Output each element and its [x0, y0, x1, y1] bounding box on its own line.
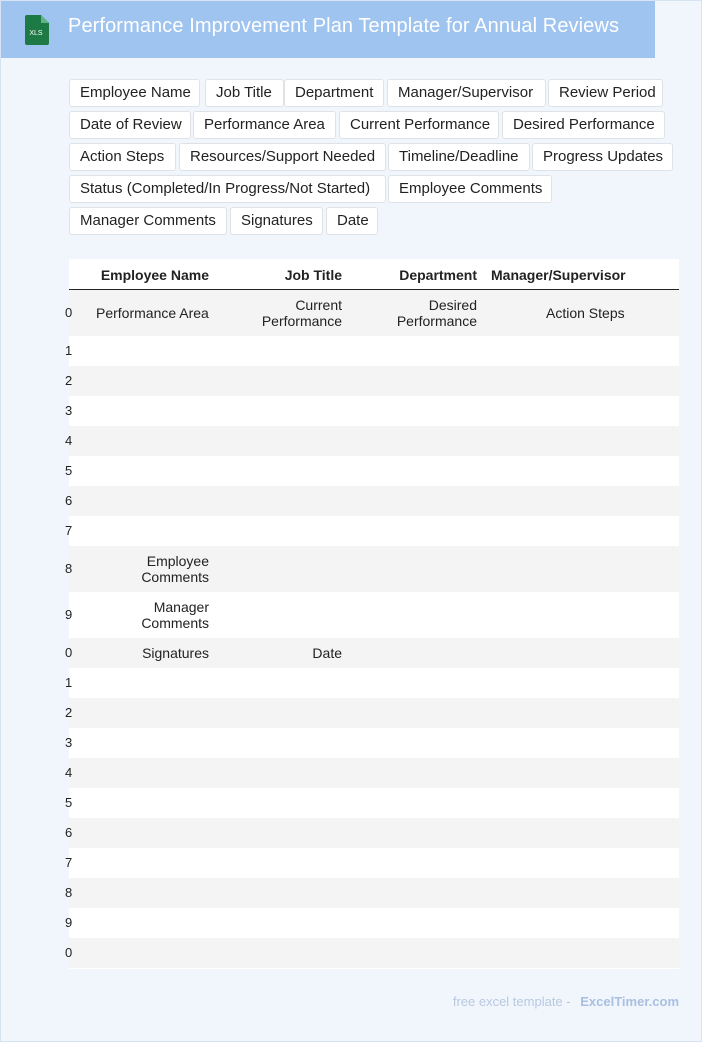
field-chip[interactable]: Manager/Supervisor [387, 79, 546, 107]
row-number: 5 [65, 463, 73, 478]
row-number: 2 [65, 705, 73, 720]
table-cell: Signatures [142, 645, 209, 661]
table-cell: Desired Performance [396, 297, 477, 329]
table-row [65, 788, 679, 818]
table-row [65, 818, 679, 848]
row-number: 3 [65, 403, 73, 418]
table-row [65, 848, 679, 878]
row-number: 9 [65, 607, 73, 622]
column-header: Department [399, 267, 477, 283]
row-number: 0 [65, 945, 73, 960]
footer-credit [453, 994, 679, 1009]
row-number: 5 [65, 795, 73, 810]
field-chip[interactable]: Department [284, 79, 384, 107]
table-row [65, 336, 679, 366]
row-number: 8 [65, 561, 73, 576]
field-chip[interactable]: Performance Area [193, 111, 336, 139]
row-number: 7 [65, 855, 73, 870]
row-number: 1 [65, 343, 73, 358]
field-chip[interactable]: Date [326, 207, 378, 235]
row-number: 4 [65, 433, 73, 448]
field-chip[interactable]: Timeline/Deadline [388, 143, 530, 171]
table-row [65, 878, 679, 908]
table-row [65, 908, 679, 938]
table-row [65, 426, 679, 456]
brand-link[interactable]: ExcelTimer.com [580, 994, 679, 1009]
field-chip[interactable]: Employee Name [69, 79, 200, 107]
field-chip[interactable]: Employee Comments [388, 175, 552, 203]
table-cell: Action Steps [546, 305, 625, 321]
field-chip[interactable]: Progress Updates [532, 143, 673, 171]
table-row [65, 456, 679, 486]
row-number: 2 [65, 373, 73, 388]
table-row [65, 486, 679, 516]
column-header: Employee Name [100, 267, 209, 283]
table-cell: Performance Area [96, 305, 209, 321]
field-chip[interactable]: Desired Performance [502, 111, 665, 139]
field-chip[interactable]: Signatures [230, 207, 323, 235]
table-header-row [69, 259, 679, 290]
field-chip[interactable]: Status (Completed/In Progress/Not Started) [69, 175, 386, 203]
table-row [65, 638, 679, 668]
field-chip[interactable]: Manager Comments [69, 207, 227, 235]
table-row [65, 728, 679, 758]
table-row [65, 546, 679, 592]
row-number: 7 [65, 523, 73, 538]
table-cell: Date [312, 645, 342, 661]
table-row [65, 516, 679, 546]
table-row [65, 366, 679, 396]
row-number: 8 [65, 885, 73, 900]
template-sheet [65, 259, 679, 969]
field-chip[interactable]: Resources/Support Needed [179, 143, 386, 171]
table-cell: Manager Comments [141, 599, 209, 631]
table-row [65, 290, 679, 336]
field-chip[interactable]: Action Steps [69, 143, 176, 171]
table-cell: Current Performance [261, 297, 342, 329]
row-number: 4 [65, 765, 73, 780]
table-row [65, 758, 679, 788]
table-cell: Employee Comments [141, 553, 209, 585]
table-row [65, 668, 679, 698]
column-header: Job Title [284, 267, 342, 283]
row-number: 1 [65, 675, 73, 690]
row-number: 9 [65, 915, 73, 930]
row-number: 0 [65, 645, 73, 660]
table-row [65, 698, 679, 728]
field-chip[interactable]: Date of Review [69, 111, 191, 139]
table-row [65, 396, 679, 426]
svg-text:XLS: XLS [29, 30, 43, 37]
footer-text: free excel template - [452, 994, 571, 1009]
row-number: 6 [65, 825, 73, 840]
table-row [65, 938, 679, 968]
page-title: Performance Improvement Plan Template for Annual Reviews [68, 15, 620, 37]
field-chip[interactable]: Job Title [205, 79, 284, 107]
title-bar [1, 1, 655, 58]
field-chip[interactable]: Current Performance [339, 111, 499, 139]
column-header: Manager/Supervisor [491, 267, 626, 283]
row-number: 0 [65, 305, 73, 320]
table-row [65, 592, 679, 638]
xls-file-icon [23, 15, 49, 45]
row-number: 3 [65, 735, 73, 750]
row-number: 6 [65, 493, 73, 508]
field-chip[interactable]: Review Period [548, 79, 663, 107]
